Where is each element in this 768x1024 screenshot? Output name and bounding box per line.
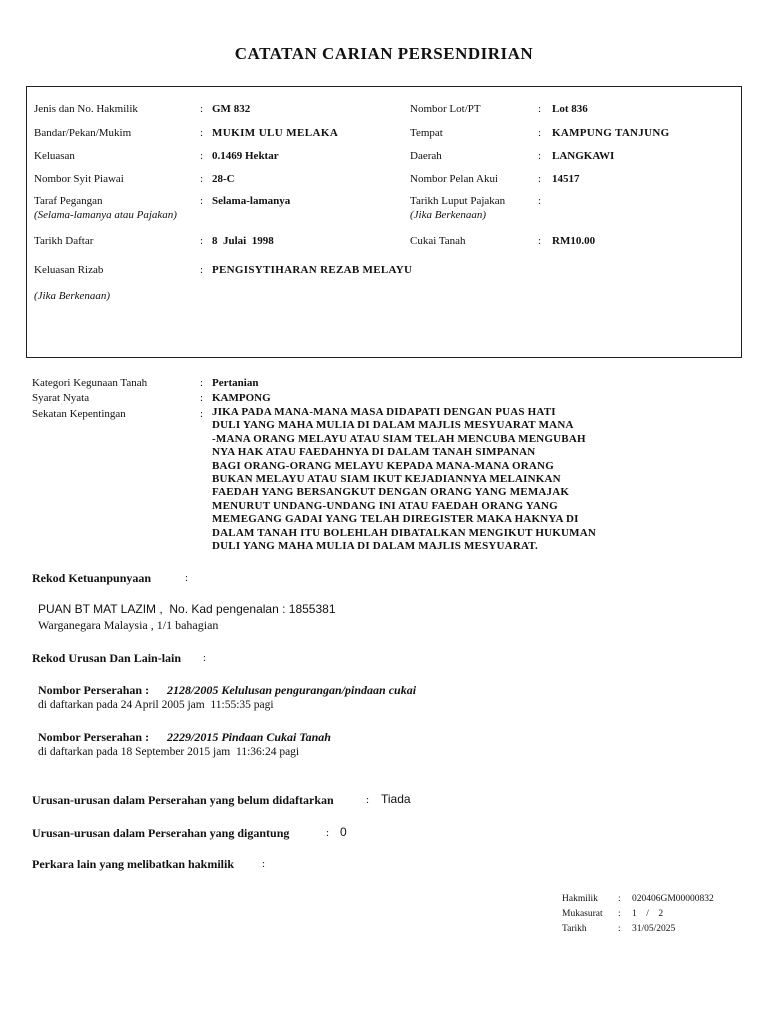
- sekatan-line: BUKAN MELAYU ATAU SIAM IKUT KEJADIANNYA MELAINKAN: [212, 473, 561, 486]
- colon: :: [538, 103, 542, 115]
- taraf-label: Taraf Pegangan: [34, 195, 103, 207]
- sekatan-line: DALAM TANAH ITU BOLEHLAH DIBATALKAN MENGIKUT HUKUMAN: [212, 526, 597, 539]
- sekatan-line: JIKA PADA MANA-MANA MASA DIDAPATI DENGAN PUAS HATI: [212, 406, 556, 418]
- hakmilik-meta-value: 020406GM00000832: [632, 894, 714, 904]
- perserahan-value: 2229/2015 Pindaan Cukai Tanah: [167, 730, 331, 744]
- colon: :: [200, 150, 204, 162]
- owner-line: PUAN BT MAT LAZIM , No. Kad pengenalan : 1855381: [38, 602, 336, 616]
- pelan-label: Nombor Pelan Akui: [410, 173, 498, 185]
- perserahan-value: 2128/2005 Kelulusan pengurangan/pindaan cukai: [167, 683, 417, 697]
- colon: :: [203, 652, 207, 664]
- colon: :: [200, 264, 204, 276]
- digantung-label: Urusan-urusan dalam Perserahan yang digantung: [32, 826, 290, 840]
- cukai-label: Cukai Tanah: [410, 235, 466, 247]
- jenis-label: Jenis dan No. Hakmilik: [34, 103, 138, 115]
- sekatan-line: MENURUT UNDANG-UNDANG INI ATAU FAEDAH ORANG YANG: [212, 499, 558, 512]
- colon: :: [200, 235, 204, 247]
- sekatan-label: Sekatan Kepentingan: [32, 408, 126, 420]
- cukai-value: RM10.00: [552, 235, 596, 247]
- kategori-label: Kategori Kegunaan Tanah: [32, 377, 148, 389]
- tarikh-daftar-value: 8 Julai 1998: [212, 235, 274, 247]
- syit-value: 28-C: [212, 173, 235, 185]
- daerah-label: Daerah: [410, 150, 442, 162]
- rizab-sub-label: (Jika Berkenaan): [34, 290, 111, 302]
- rizab-label: Keluasan Rizab: [34, 264, 104, 276]
- colon: :: [538, 127, 542, 139]
- colon: :: [618, 909, 621, 919]
- tarikh-meta-label: Tarikh: [562, 924, 587, 934]
- page-title: CATATAN CARIAN PERSENDIRIAN: [234, 44, 534, 63]
- bandar-value: MUKIM ULU MELAKA: [212, 127, 339, 139]
- perkara-label: Perkara lain yang melibatkan hakmilik: [32, 857, 235, 871]
- hakmilik-meta-label: Hakmilik: [562, 894, 598, 904]
- colon: :: [200, 392, 204, 404]
- sekatan-line: NYA HAK ATAU FAEDAHNYA DI DALAM TANAH SIMPANAN: [212, 446, 536, 459]
- keluasan-label: Keluasan: [34, 150, 75, 162]
- mukasurat-value: 1 / 2: [632, 909, 664, 919]
- perserahan-date: di daftarkan pada 18 September 2015 jam 11:36:24 pagi: [38, 746, 300, 758]
- sekatan-line: -MANA ORANG MELAYU ATAU SIAM TELAH MENCUBA MENGUBAH: [212, 432, 586, 445]
- colon: :: [618, 924, 621, 934]
- jenis-value: GM 832: [212, 103, 251, 115]
- tarikh-meta-value: 31/05/2025: [632, 924, 676, 934]
- colon: :: [618, 894, 621, 904]
- sekatan-line: DULI YANG MAHA MULIA DI DALAM MAJLIS MESYUARAT.: [212, 540, 538, 553]
- bandar-label: Bandar/Pekan/Mukim: [34, 127, 132, 139]
- colon: :: [200, 195, 204, 207]
- belum-label: Urusan-urusan dalam Perserahan yang belum didaftarkan: [32, 793, 334, 807]
- sekatan-line: MEMEGANG GADAI YANG TELAH DIREGISTER MAKA HAKNYA DI: [212, 513, 579, 526]
- sekatan-line: FAEDAH YANG BERSANGKUT DENGAN ORANG YANG MEMAJAK: [212, 486, 570, 499]
- perserahan-label: Nombor Perserahan :: [38, 683, 150, 697]
- colon: :: [366, 794, 370, 806]
- lot-value: Lot 836: [552, 103, 588, 115]
- tempat-value: KAMPUNG TANJUNG: [552, 127, 670, 139]
- colon: :: [185, 572, 189, 584]
- luput-sub-label: (Jika Berkenaan): [410, 209, 487, 221]
- kategori-value: Pertanian: [212, 377, 259, 389]
- syarat-value: KAMPONG: [212, 392, 271, 404]
- sekatan-line: DULI YANG MAHA MULIA DI DALAM MAJLIS MESYUARAT MANA: [212, 419, 574, 432]
- perserahan-date: di daftarkan pada 24 April 2005 jam 11:55:35 pagi: [38, 699, 274, 711]
- sekatan-line: BAGI ORANG-ORANG MELAYU KEPADA MANA-MANA ORANG: [212, 459, 554, 472]
- daerah-value: LANGKAWI: [552, 150, 615, 162]
- luput-label: Tarikh Luput Pajakan: [410, 195, 506, 207]
- keluasan-value: 0.1469 Hektar: [212, 150, 279, 162]
- tempat-label: Tempat: [410, 127, 443, 139]
- colon: :: [200, 173, 204, 185]
- colon: :: [200, 377, 204, 389]
- syarat-label: Syarat Nyata: [32, 392, 90, 404]
- lot-label: Nombor Lot/PT: [410, 103, 481, 115]
- perserahan-label: Nombor Perserahan :: [38, 730, 150, 744]
- colon: :: [538, 195, 542, 207]
- citizen-line: Warganegara Malaysia , 1/1 bahagian: [38, 618, 219, 632]
- colon: :: [538, 235, 542, 247]
- colon: :: [200, 103, 204, 115]
- colon: :: [326, 827, 330, 839]
- taraf-sub-label: (Selama-lamanya atau Pajakan): [34, 209, 177, 221]
- rizab-value: PENGISYTIHARAN REZAB MELAYU: [212, 264, 413, 276]
- syit-label: Nombor Syit Piawai: [34, 173, 124, 185]
- pelan-value: 14517: [552, 173, 580, 185]
- digantung-value: 0: [340, 825, 347, 839]
- sekatan-text: [212, 406, 596, 553]
- colon: :: [200, 408, 204, 420]
- colon: :: [538, 150, 542, 162]
- urusan-heading: Rekod Urusan Dan Lain-lain: [32, 651, 182, 665]
- colon: :: [200, 127, 204, 139]
- ownership-heading: Rekod Ketuanpunyaan: [32, 571, 152, 585]
- tarikh-daftar-label: Tarikh Daftar: [34, 235, 94, 247]
- taraf-value: Selama-lamanya: [212, 195, 291, 207]
- colon: :: [538, 173, 542, 185]
- mukasurat-label: Mukasurat: [562, 909, 603, 919]
- belum-value: Tiada: [381, 792, 411, 806]
- colon: :: [262, 858, 266, 870]
